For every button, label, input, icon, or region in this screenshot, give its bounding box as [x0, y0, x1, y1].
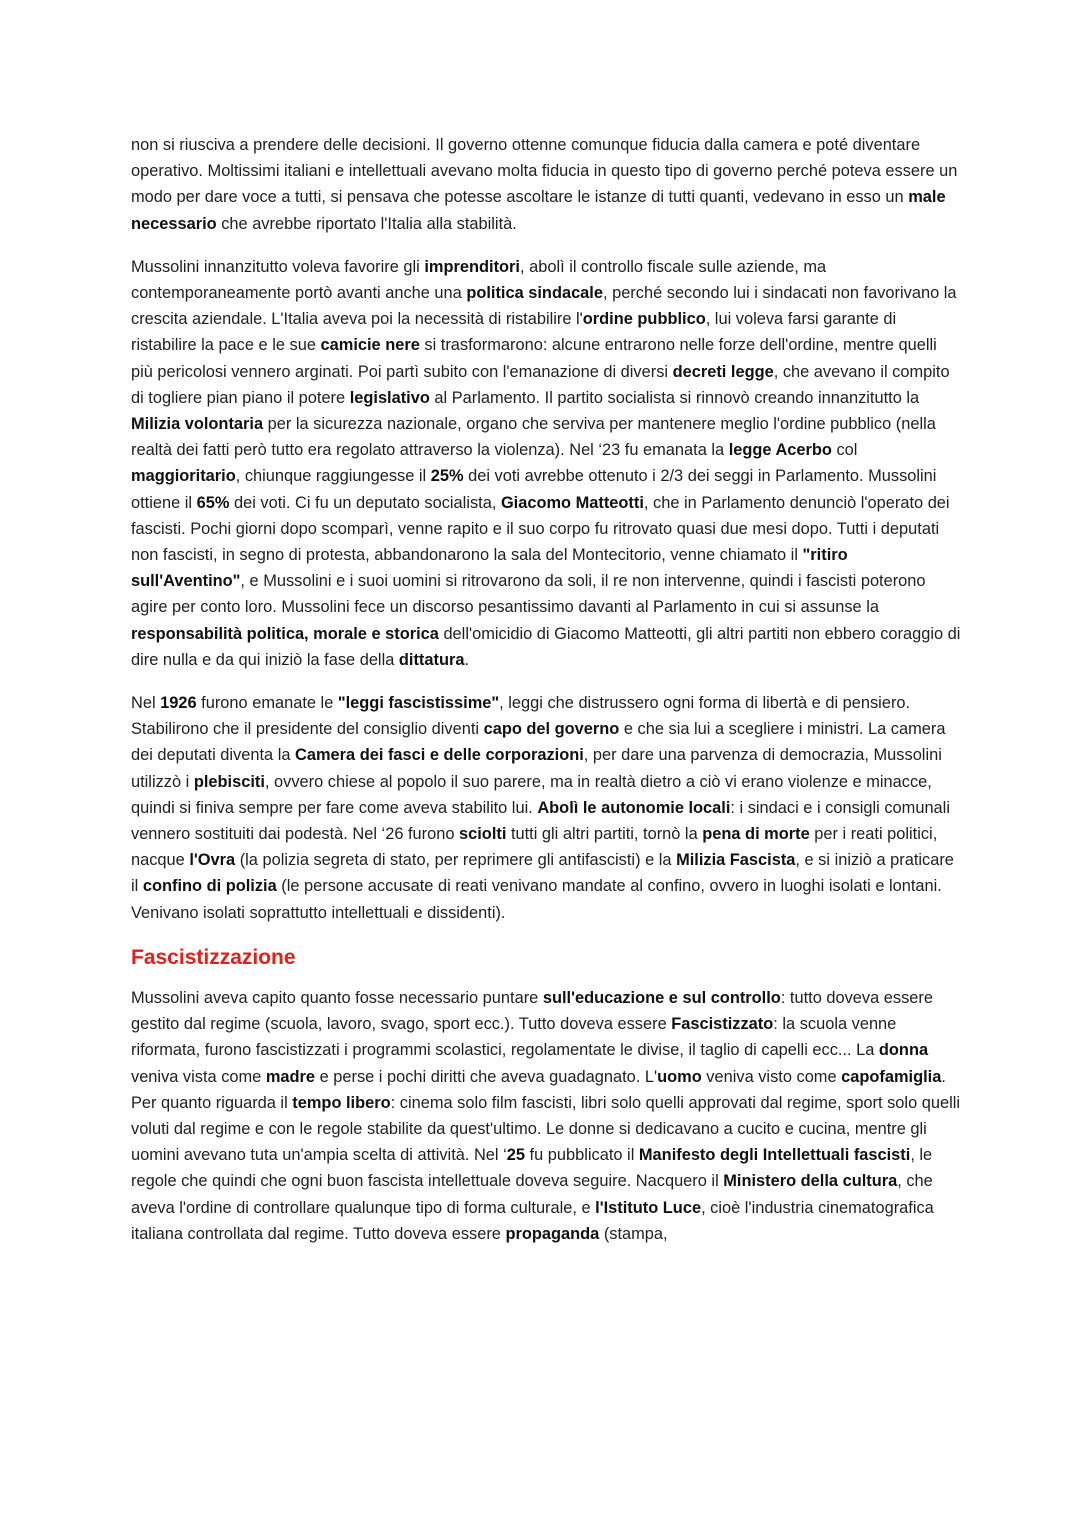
- bold-run: legislativo: [349, 388, 430, 407]
- bold-run: 25%: [430, 467, 464, 486]
- text-run: , cioè l'industria cinematografica italiana controllata dal regime. Tutto doveva essere: [131, 1198, 934, 1243]
- text-run: Nel: [131, 694, 161, 713]
- bold-run: propaganda: [505, 1224, 600, 1243]
- bold-run: plebisciti: [193, 772, 265, 791]
- text-run: per i reati politici, nacque: [131, 825, 938, 870]
- bold-run: donna: [878, 1041, 929, 1060]
- text-run: si trasformarono: alcune entrarono nelle forze dell'ordine, mentre quelli più pericolosi vennero arginati. Poi partì subito con l'emanazione di diversi: [131, 336, 937, 381]
- paragraph: [131, 132, 961, 237]
- text-run: , che aveva l'ordine di controllare qualunque tipo di forma culturale, e: [131, 1172, 933, 1217]
- text-run: dei voti. Ci fu un deputato socialista,: [229, 493, 501, 512]
- bold-run: camicie nere: [320, 336, 420, 355]
- text-run: (le persone accusate di reati venivano mandate al confino, ovvero in luoghi isolati e lontani. Venivano isolati soprattutto intellettuali e dissidenti).: [131, 877, 942, 922]
- text-run: veniva vista come: [131, 1067, 266, 1086]
- bold-run: Fascistizzato: [671, 1015, 774, 1034]
- text-run: e perse i pochi diritti che aveva guadagnato. L': [315, 1067, 658, 1086]
- text-run: : cinema solo film fascisti, libri solo quelli approvati dal regime, sport solo quelli voluti dal regime e con le regole stabilite da quest'ultimo. Le donne si dedicavano a cucito e cucina, mentre gli uomini avevano tuta un'ampia scelta di attività. Nel ‘: [131, 1093, 961, 1165]
- text-run: : i sindaci e i consigli comunali vennero sostituiti dai podestà. Nel ‘26 furono: [131, 798, 950, 844]
- paragraph: [131, 690, 961, 926]
- text-run: dei voti avrebbe ottenuto i 2/3 dei seggi in Parlamento. Mussolini ottiene il: [131, 467, 937, 512]
- section-heading: Fascistizzazione: [131, 945, 296, 969]
- bold-run: dittatura: [398, 650, 465, 669]
- text-run: (stampa,: [599, 1224, 668, 1243]
- paragraph: [131, 985, 961, 1247]
- bold-run: confino di polizia: [142, 877, 277, 896]
- text-run: al Parlamento. Il partito socialista si rinnovò creando innanzitutto la: [429, 388, 920, 407]
- bold-run: Camera dei fasci e delle corporazioni: [295, 746, 584, 765]
- bold-run: uomo: [657, 1067, 702, 1086]
- bold-run: politica sindacale: [466, 284, 603, 303]
- bold-run: capofamiglia: [841, 1067, 942, 1086]
- text-run: , che in Parlamento denunciò l'operato dei fascisti. Pochi giorni dopo scomparì, venne rapito e il suo corpo fu ritrovato quasi due mesi dopo. Tutti i deputati non fascisti, in segno di protesta, abbandonarono la sala del Montecitorio, venne chiamato il: [131, 493, 950, 565]
- bold-run: ordine pubblico: [582, 310, 706, 329]
- bold-run: Giacomo Matteotti: [500, 493, 644, 512]
- body-text-after-heading: [131, 985, 961, 1247]
- text-run: , leggi che distrussero ogni forma di libertà e di pensiero. Stabilirono che il presidente del consiglio diventi: [131, 694, 911, 739]
- bold-run: l'Ovra: [189, 851, 236, 870]
- body-text-before-heading: [131, 132, 961, 926]
- bold-run: sciolti: [459, 825, 507, 844]
- text-run: , abolì il controllo fiscale sulle aziende, ma contemporaneamente portò avanti anche una: [131, 257, 827, 303]
- text-run: , chiunque raggiungesse il: [235, 467, 431, 486]
- document-page: [131, 132, 961, 1264]
- text-run: : tutto doveva essere gestito dal regime (scuola, lavoro, svago, sport ecc.). Tutto doveva essere: [131, 988, 933, 1034]
- text-run: veniva visto come: [701, 1067, 842, 1086]
- text-run: non si riusciva a prendere delle decisioni. Il governo ottenne comunque fiducia dalla camera e poté diventare operativo. Moltissimi italiani e intellettuali avevano molta fiducia in questo tipo di governo perché poteva essere un modo per dare voce a tutti, si pensava che potesse ascoltare le istanze di tutti quanti, vedevano in esso un: [131, 136, 958, 207]
- bold-run: 25: [506, 1146, 525, 1165]
- text-run: , e Mussolini e i suoi uomini si ritrovarono da soli, il re non intervenne, quindi i fascisti poterono agire per conto loro. Mussolini fece un discorso pesantissimo davanti al Parlamento in cui si assunse la: [131, 572, 926, 617]
- bold-run: maggioritario: [131, 467, 236, 486]
- bold-run: Ministero della cultura: [723, 1172, 898, 1191]
- bold-run: "leggi fascistissime": [337, 694, 500, 713]
- text-run: col: [831, 441, 858, 460]
- bold-run: 65%: [196, 493, 230, 512]
- text-run: , e si iniziò a praticare il: [131, 851, 954, 896]
- text-run: , perché secondo lui i sindacati non favorivano la crescita aziendale. L'Italia aveva poi la necessità di ristabilire l': [131, 284, 957, 329]
- text-run: tutti gli altri partiti, tornò la: [506, 825, 703, 844]
- text-run: , le regole che quindi che ogni buon fascista intellettuale doveva seguire. Nacquero il: [131, 1146, 933, 1191]
- text-run: , lui voleva farsi garante di ristabilire la pace e le sue: [131, 310, 897, 355]
- bold-run: Manifesto degli Intellettuali fascisti: [638, 1146, 911, 1165]
- text-run: . Per quanto riguarda il: [131, 1067, 946, 1112]
- text-run: , che avevano il compito di togliere pian piano il potere: [131, 362, 950, 407]
- bold-run: Abolì le autonomie locali: [537, 798, 731, 817]
- bold-run: l'Istituto Luce: [595, 1198, 702, 1217]
- bold-run: Milizia volontaria: [131, 415, 264, 434]
- bold-run: sull'educazione e sul controllo: [542, 988, 781, 1007]
- text-run: furono emanate le: [196, 694, 338, 713]
- text-run: per la sicurezza nazionale, organo che serviva per mantenere meglio l'ordine pubblico (nella realtà dei fatti però tutto era regolato attraverso la violenza). Nel ‘23 fu emanata la: [131, 415, 936, 460]
- bold-run: tempo libero: [292, 1093, 391, 1112]
- bold-run: madre: [265, 1067, 316, 1086]
- text-run: : la scuola venne riformata, furono fascistizzati i programmi scolastici, regolamentate le divise, il taglio di capelli ecc... La: [131, 1015, 897, 1060]
- text-run: fu pubblicato il: [525, 1146, 639, 1165]
- bold-run: capo del governo: [483, 720, 620, 739]
- bold-run: pena di morte: [702, 825, 810, 844]
- text-run: Mussolini aveva capito quanto fosse necessario puntare: [131, 988, 543, 1007]
- bold-run: legge Acerbo: [728, 441, 832, 460]
- text-run: , ovvero chiese al popolo il suo parere, ma in realtà dietro a ciò vi erano violenze e minacce, quindi si finiva sempre per fare come aveva stabilito lui.: [131, 772, 932, 817]
- text-run: dell'omicidio di Giacomo Matteotti, gli altri partiti non ebbero coraggio di dire nulla e da qui iniziò la fase della: [131, 624, 961, 669]
- bold-run: male necessario: [131, 188, 946, 233]
- bold-run: decreti legge: [672, 362, 774, 381]
- text-run: che avrebbe riportato l'Italia alla stabilità.: [216, 214, 517, 233]
- text-run: (la polizia segreta di stato, per reprimere gli antifascisti) e la: [235, 851, 677, 870]
- text-run: Mussolini innanzitutto voleva favorire gli: [131, 257, 425, 276]
- bold-run: imprenditori: [424, 257, 520, 276]
- paragraph: [131, 254, 961, 673]
- text-run: e che sia lui a scegliere i ministri. La camera dei deputati diventa la: [131, 720, 946, 765]
- bold-run: "ritiro sull'Aventino": [131, 546, 848, 591]
- bold-run: Milizia Fascista: [676, 851, 796, 870]
- bold-run: responsabilità politica, morale e storica: [131, 624, 439, 643]
- text-run: , per dare una parvenza di democrazia, Mussolini utilizzò i: [131, 746, 942, 791]
- text-run: .: [464, 650, 470, 669]
- bold-run: 1926: [160, 694, 197, 713]
